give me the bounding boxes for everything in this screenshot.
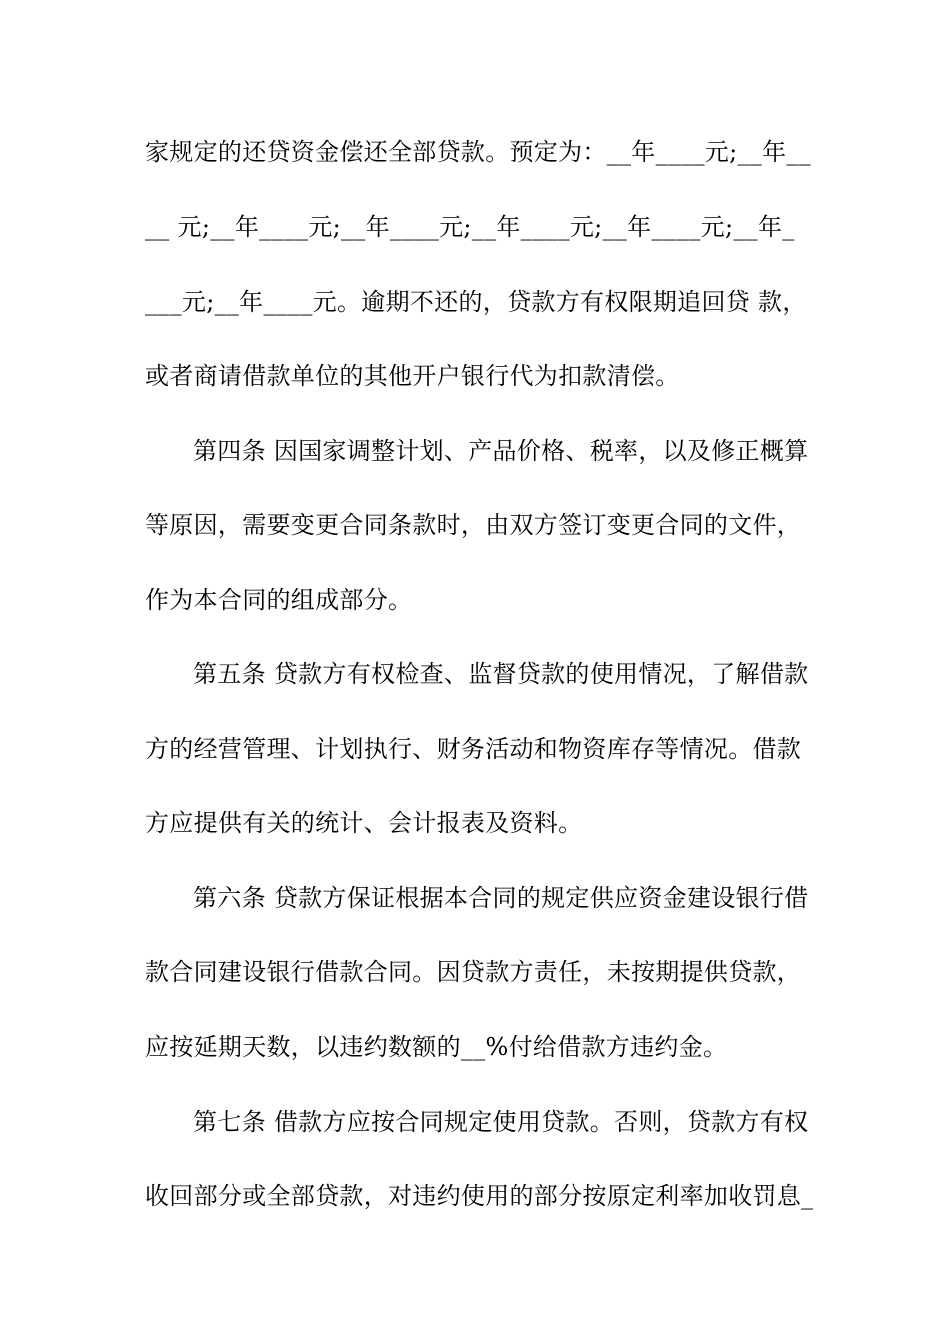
article-6-start: 第六条 贷款方保证根据本合同的规定供应资金建设银行借 <box>193 884 809 912</box>
text-line: 方的经营管理、计划执行、财务活动和物资库存等情况。借款 <box>145 735 802 763</box>
text-line: 家规定的还贷资金偿还全部贷款。预定为：__年____元;__年__ <box>145 138 811 166</box>
text-line: 收回部分或全部贷款，对违约使用的部分按原定利率加收罚息_ <box>145 1182 814 1210</box>
text-line: 作为本合同的组成部分。 <box>145 586 413 614</box>
text-line: 等原因，需要变更合同条款时，由双方签订变更合同的文件， <box>145 511 802 539</box>
text-line: __ 元;__年____元;__年____元;__年____元;__年____元;__年_ <box>145 213 795 241</box>
text-line: 方应提供有关的统计、会计报表及资料。 <box>145 809 583 837</box>
article-4-start: 第四条 因国家调整计划、产品价格、税率，以及修正概算 <box>193 437 809 465</box>
text-line: 款合同建设银行借款合同。因贷款方责任，未按期提供贷款， <box>145 958 802 986</box>
article-7-start: 第七条 借款方应按合同规定使用贷款。否则，贷款方有权 <box>193 1108 809 1136</box>
text-line: 应按延期天数，以违约数额的__%付给借款方违约金。 <box>145 1033 728 1061</box>
text-line: ___元;__年____元。逾期不还的，贷款方有权限期追回贷 款， <box>145 288 807 316</box>
article-5-start: 第五条 贷款方有权检查、监督贷款的使用情况，了解借款 <box>193 660 809 688</box>
text-line: 或者商请借款单位的其他开户银行代为扣款清偿。 <box>145 362 680 390</box>
